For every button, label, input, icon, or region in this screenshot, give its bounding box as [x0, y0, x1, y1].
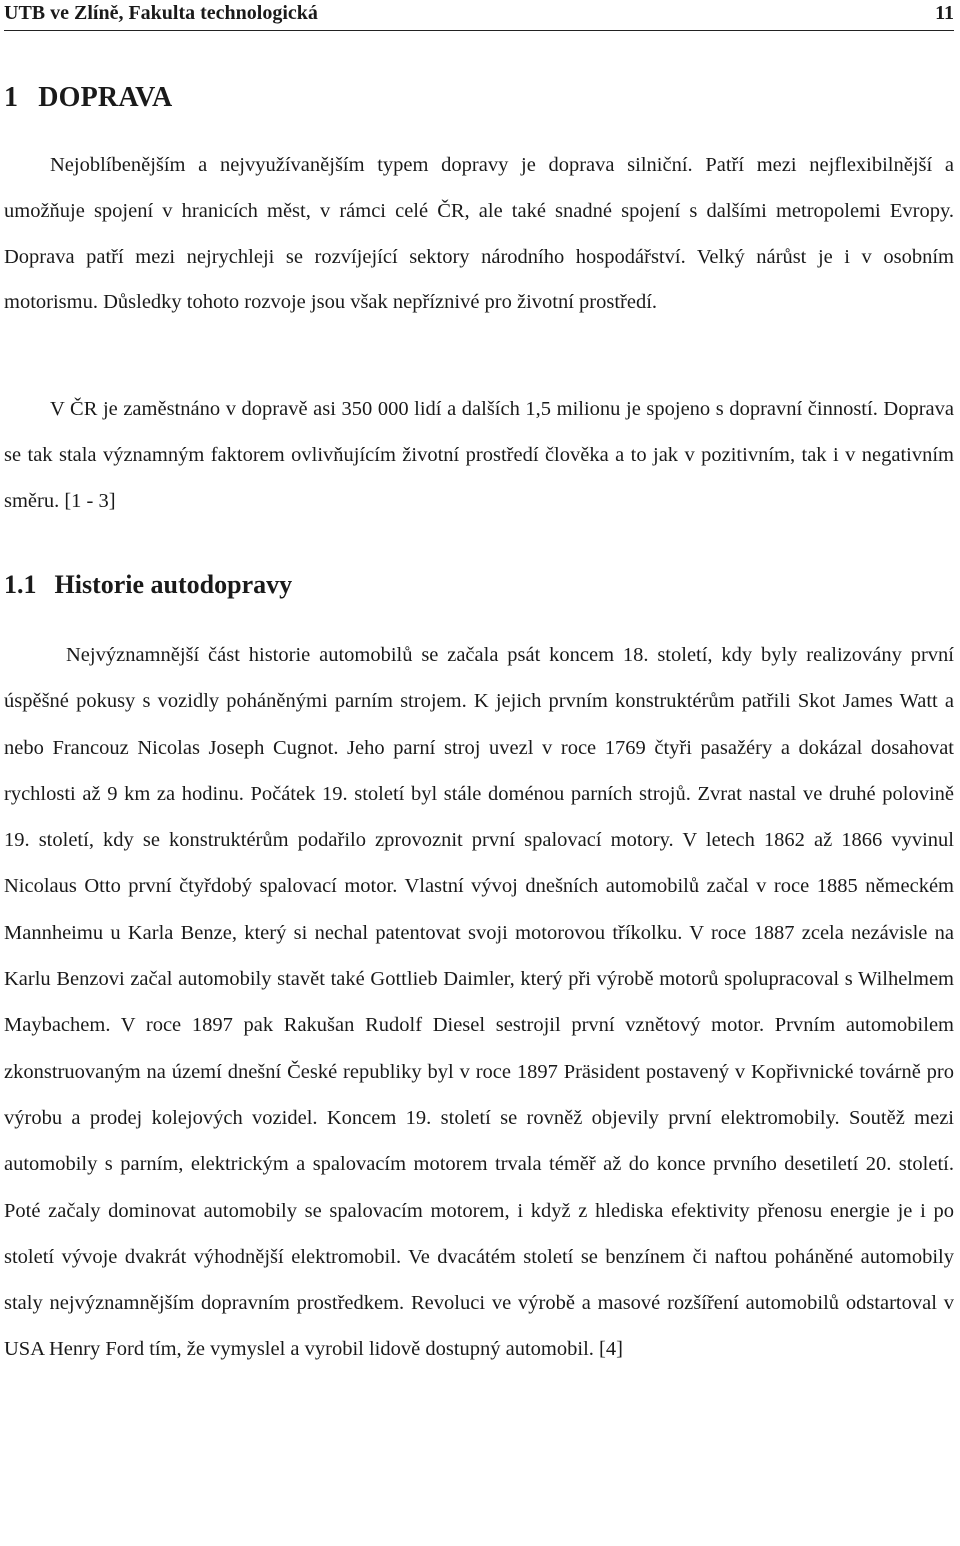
header-title: UTB ve Zlíně, Fakulta technologická	[4, 2, 318, 24]
section-title: Historie autodopravy	[54, 570, 293, 599]
paragraph-intro: Nejoblíbenějším a nejvyužívanějším typem dopravy je doprava silniční. Patří mezi nejflexibilnější a umožňuje spojení v hranicích měst, v rámci celé ČR, ale také snadné spojení s dalšími metropolemi Evropy. Doprava patří mezi nejrychleji se rozvíjející sektory národního hospodářství. Velký nárůst je i v osobním motorismu. Důsledky tohoto rozvoje jsou však nepříznivé pro životní prostředí.	[4, 154, 954, 314]
chapter-number: 1	[4, 82, 19, 113]
page-number: 11	[935, 2, 954, 24]
page-header	[4, 0, 954, 31]
chapter-heading	[4, 82, 172, 114]
chapter-title: DOPRAVA	[38, 82, 173, 113]
paragraph-employment: V ČR je zaměstnáno v dopravě asi 350 000 lidí a dalších 1,5 milionu je spojeno s dopravní činností. Doprava se tak stala významným faktorem ovlivňujícím životní prostředí člověka a to jak v pozitivním, tak i v negativním směru. [1 - 3]	[4, 398, 954, 512]
paragraph-history: Nejvýznamnější část historie automobilů se začala psát koncem 18. století, kdy byly realizovány první úspěšné pokusy s vozidly poháněnými parním strojem. K jejich prvním konstruktérům patřili Skot James Watt a nebo Francouz Nicolas Joseph Cugnot. Jeho parní stroj uvezl v roce 1769 čtyři pasažéry a dokázal dosahovat rychlosti až 9 km za hodinu. Počátek 19. století byl stále doménou parních strojů. Zvrat nastal ve druhé polovině 19. století, kdy se konstruktérům podařilo zprovoznit první spalovací motory. V letech 1862 až 1866 vyvinul Nicolaus Otto první čtyřdobý spalovací motor. Vlastní vývoj dnešních automobilů začal v roce 1885 německém Mannheimu u Karla Benze, který si nechal patentovat svoji motorovou tříkolku. V roce 1887 zcela nezávisle na Karlu Benzovi začal automobily stavět také Gottlieb Daimler, který při výrobě motorů spolupracoval s Wilhelmem Maybachem. V roce 1897 pak Rakušan Rudolf Diesel sestrojil první vznětový motor. Prvním automobilem zkonstruovaným na území dnešní České republiky byl v roce 1897 Präsident postavený v Kopřivnické továrně pro výrobu a prodej kolejových vozidel. Koncem 19. století se rovněž objevily první elektromobily. Soutěž mezi automobily s parním, elektrickým a spalovacím motorem trvala téměř až do konce prvního desetiletí 20. století. Poté začaly dominovat automobily se spalovacím motorem, i když z hlediska efektivity přenosu energie je i po století vývoje dvakrát výhodnější elektromobil. Ve dvacátém století se benzínem či naftou poháněné automobily staly nejvýznamnějším dopravním prostředkem. Revoluci ve výrobě a masové rozšíření automobilů odstartoval v USA Henry Ford tím, že vymyslel a vyrobil lidově dostupný automobil. [4]	[4, 644, 954, 1361]
section-number: 1.1	[4, 570, 37, 599]
section-heading	[4, 570, 292, 600]
